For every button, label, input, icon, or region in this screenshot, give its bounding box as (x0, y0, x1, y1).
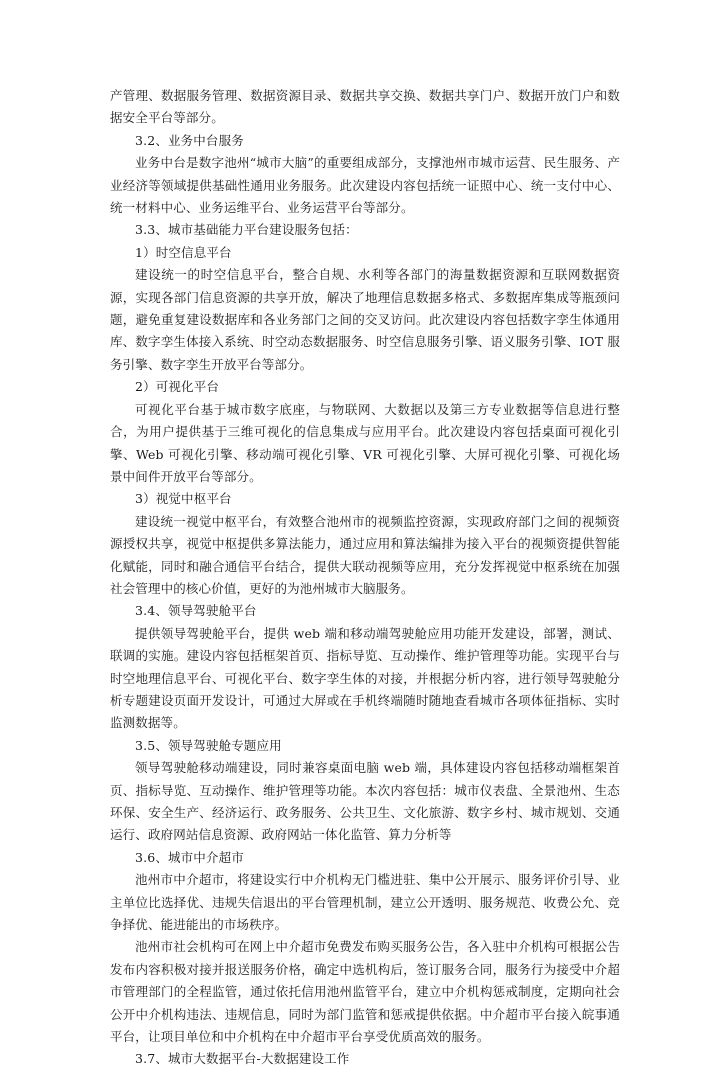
paragraph-intermediary-market: 池州市中介超市，将建设实行中介机构无门槛进驻、集中公开展示、服务评价引导、业主单位比选择优、违规失信退出的平台管理机制，建立公开透明、服务规范、收费公允、竞争择优、能进能出的市场秩序。 (110, 872, 620, 933)
paragraph-cockpit-topics: 领导驾驶舱移动端建设，同时兼容桌面电脑 web 端，具体建设内容包括移动端框架首页、指标导览、互动操作、维护管理等功能。本次内容包括：城市仪表盘、全景池州、生态环保、安全生产、经济运行、政务服务、公共卫生、文化旅游、数字乡村、城市规划、交通运行、政府网站信息资源、政府网站一体化监管、算力分析等 (110, 760, 620, 843)
paragraph-visualization: 可视化平台基于城市数字底座，与物联网、大数据以及第三方专业数据等信息进行整合，为用户提供基于三维可视化的信息集成与应用平台。此次建设内容包括桌面可视化引擎、Web 可视化引擎、移动端可视化引擎、VR 可视化引擎、大屏可视化引擎、可视化场景中间件开放平台等部分。 (110, 401, 620, 484)
subheading-visualization: 2）可视化平台 (135, 379, 220, 395)
section-heading-3-3: 3.3、城市基础能力平台建设服务包括： (135, 222, 358, 238)
paragraph-business-middle-platform: 业务中台是数字池州“城市大脑”的重要组成部分，支撑池州市城市运营、民生服务、产业经济等领域提供基础性通用业务服务。此次建设内容包括统一证照中心、统一支付中心、统一材料中心、业务运维平台、业务运营平台等部分。 (110, 155, 620, 216)
paragraph-continuation: 产管理、数据服务管理、数据资源目录、数据共享交换、数据共享门户、数据开放门户和数据安全平台等部分。 (110, 88, 620, 126)
section-heading-3-6: 3.6、城市中介超市 (135, 849, 244, 865)
section-heading-3-4: 3.4、领导驾驶舱平台 (135, 603, 257, 619)
subheading-spatiotemporal: 1）时空信息平台 (135, 244, 232, 260)
paragraph-intermediary-social: 池州市社会机构可在网上中介超市免费发布购买服务公告，各入驻中介机构可根据公告发布内容积极对接并报送服务价格，确定中选机构后，签订服务合同，服务行为接受中介超市管理部门的全程监管，通过依托信用池州监管平台，建立中介机构惩戒制度，定期向社会公开中介机构违法、违规信息，同时为部门监管和惩戒提供依据。中介超市平台接入皖事通平台，让项目单位和中介机构在中介超市平台享受优质高效的服务。 (110, 939, 620, 1045)
document-body (110, 85, 620, 1071)
paragraph-spatiotemporal: 建设统一的时空信息平台，整合自规、水利等各部门的海量数据资源和互联网数据资源，实现各部门信息资源的共享开放，解决了地理信息数据多格式、多数据库集成等瓶颈问题，避免重复建设数据库和各业务部门之间的交叉访问。此次建设内容包括数字孪生体通用库、数字孪生体接入系统、时空动态数据服务、时空信息服务引擎、语义服务引擎、IOT 服务引擎、数字孪生开放平台等部分。 (110, 267, 620, 372)
paragraph-leader-cockpit: 提供领导驾驶舱平台，提供 web 端和移动端驾驶舱应用功能开发建设，部署，测试、联调的实施。建设内容包括框架首页、指标导览、互动操作、维护管理等功能。实现平台与时空地理信息平台、可视化平台、数字孪生体的对接，并根据分析内容，进行领导驾驶舱分析专题建设页面开发设计，可通过大屏或在手机终端随时随地查看城市各项体征指标、实时监测数据等。 (110, 625, 620, 731)
section-heading-3-2: 3.2、业务中台服务 (135, 132, 244, 148)
section-heading-3-5: 3.5、领导驾驶舱专题应用 (135, 737, 282, 753)
paragraph-vision-hub: 建设统一视觉中枢平台，有效整合池州市的视频监控资源，实现政府部门之间的视频资源授权共享，视觉中枢提供多算法能力，通过应用和算法编排为接入平台的视频资提供智能化赋能，同时和融合通信平台结合，提供大联动视频等应用，充分发挥视觉中枢系统在加强社会管理中的核心价值，更好的为池州城市大脑服务。 (110, 513, 620, 596)
subheading-vision-hub: 3）视觉中枢平台 (135, 491, 232, 507)
section-heading-3-7: 3.7、城市大数据平台-大数据建设工作 (135, 1051, 350, 1067)
